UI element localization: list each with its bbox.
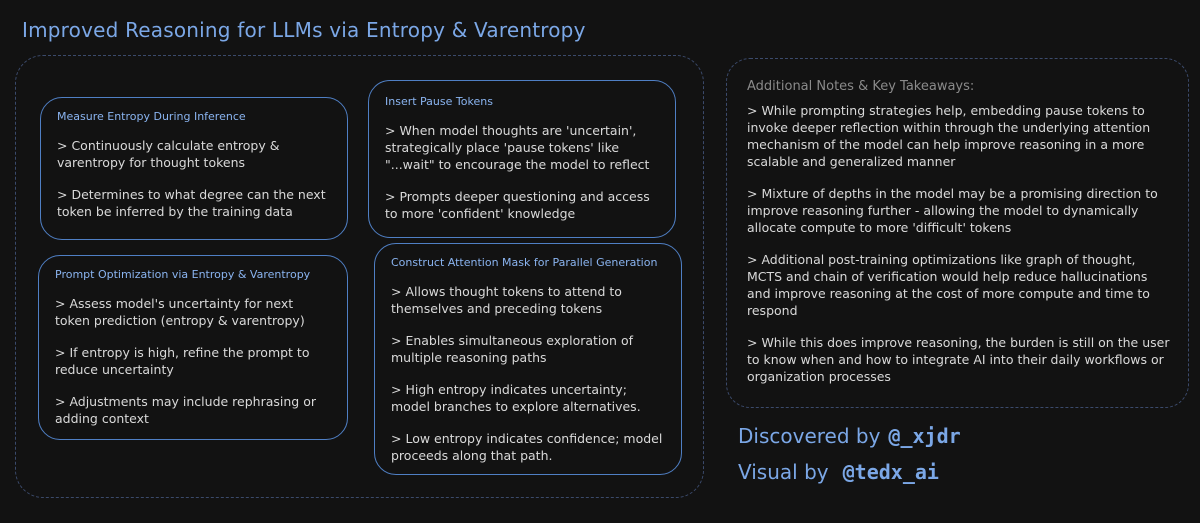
card-title: Prompt Optimization via Entropy & Varentropy [55,268,311,281]
card-point: > Prompts deeper questioning and access to more 'confident' knowledge [385,189,650,221]
card-title: Measure Entropy During Inference [57,110,246,123]
visual-label: Visual by [738,460,829,484]
notes-panel [726,58,1189,408]
visual-credit [738,460,939,484]
discovered-credit [738,424,961,448]
diagram-title: Improved Reasoning for LLMs via Entropy & Varentropy [22,18,586,42]
card-prompt-optimization [38,255,348,440]
card-attention-mask [374,243,682,475]
note-point: > Mixture of depths in the model may be a promising direction to improve reasoning further - allowing the model to dynamically allocate compute to more 'difficult' tokens [747,186,1158,235]
discovered-handle: @_xjdr [888,424,961,448]
note-point: > While this does improve reasoning, the burden is still on the user to know when and how to integrate AI into their daily workflows or organization processes [747,335,1170,384]
card-title: Construct Attention Mask for Parallel Generation [391,256,658,269]
card-point: > Continuously calculate entropy & varentropy for thought tokens [57,138,280,170]
card-point: > Adjustments may include rephrasing or adding context [55,394,316,426]
discovered-label: Discovered by [738,424,881,448]
card-point: > Enables simultaneous exploration of multiple reasoning paths [391,333,633,365]
notes-title: Additional Notes & Key Takeaways: [747,79,975,94]
card-point: > Low entropy indicates confidence; model proceeds along that path. [391,431,663,463]
visual-handle: @tedx_ai [842,460,939,484]
card-insert-pause-tokens [368,80,676,238]
card-point: > When model thoughts are 'uncertain', strategically place 'pause tokens' like "...wait" to encourage the model to reflect [385,123,650,172]
card-measure-entropy [40,97,348,240]
card-point: > If entropy is high, refine the prompt to reduce uncertainty [55,345,310,377]
card-point: > High entropy indicates uncertainty; model branches to explore alternatives. [391,382,641,414]
card-point: > Allows thought tokens to attend to themselves and preceding tokens [391,284,622,316]
card-point: > Assess model's uncertainty for next token prediction (entropy & varentropy) [55,296,305,328]
note-point: > Additional post-training optimizations like graph of thought, MCTS and chain of verification would help reduce hallucinations and improve reasoning at the cost of more compute and time to respond [747,252,1150,318]
note-point: > While prompting strategies help, embedding pause tokens to invoke deeper reflection within through the underlying attention mechanism of the model can help improve reasoning in a more scalable and generalized manner [747,103,1151,169]
card-title: Insert Pause Tokens [385,95,493,108]
card-point: > Determines to what degree can the next token be inferred by the training data [57,187,326,219]
